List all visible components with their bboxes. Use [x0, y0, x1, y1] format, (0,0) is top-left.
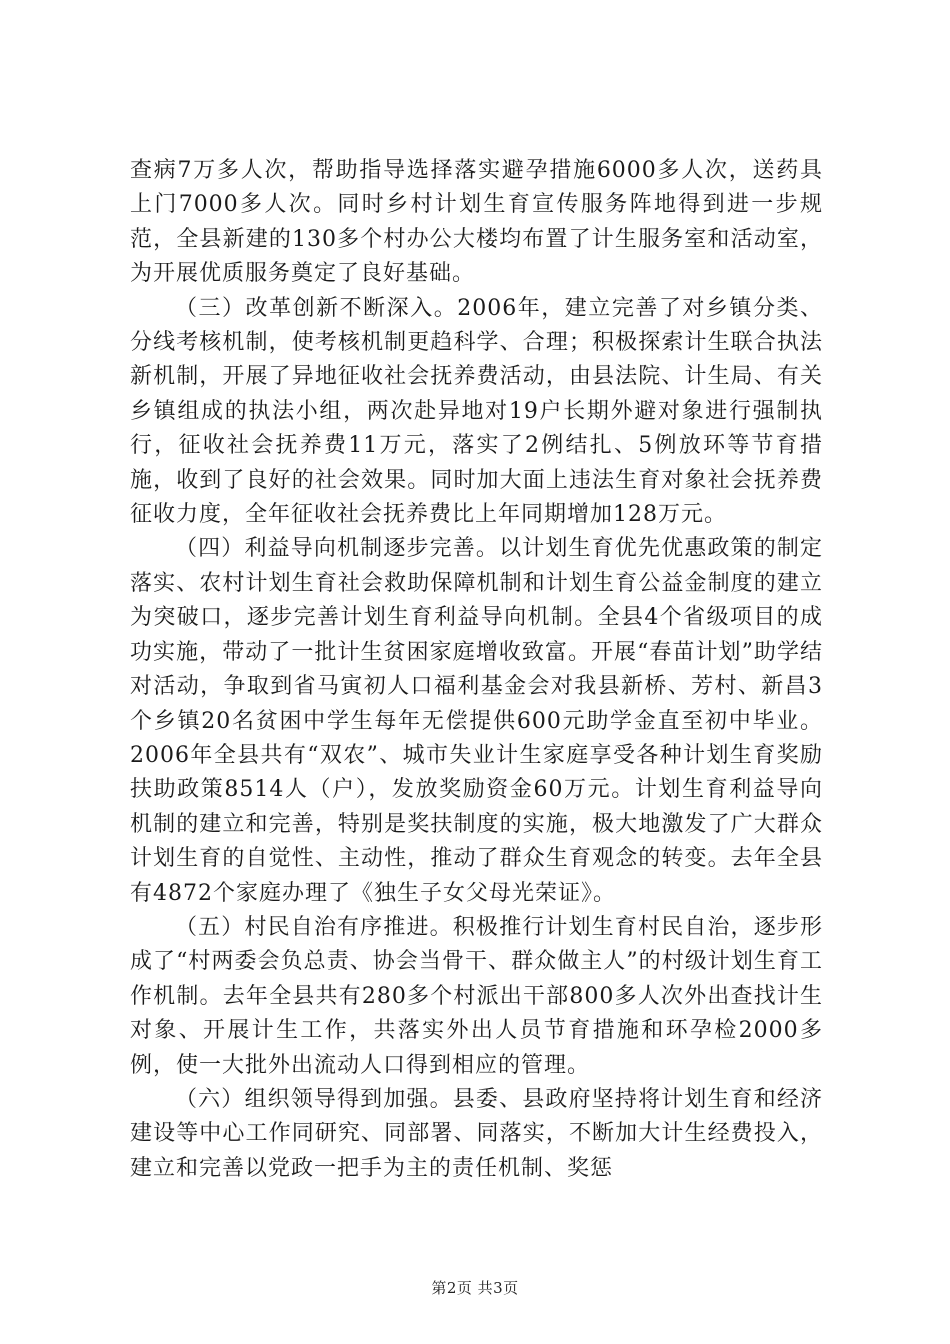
- paragraph-villager-autonomy: （五）村民自治有序推进。积极推行计划生育村民自治，逐步形成了“村两委会负总责、协会当骨干、群众做主人”的村级计划生育工作机制。去年全县共有280多个村派出干部800多人次外出查找计生对象、开展计生工作，共落实外出人员节育措施和环孕检2000多例，使一大批外出流动人口得到相应的管理。: [130, 914, 823, 1078]
- paragraph-reform-innovation: （三）改革创新不断深入。2006年，建立完善了对乡镇分类、分线考核机制，使考核机制更趋科学、合理；积极探索计生联合执法新机制，开展了异地征收社会抚养费活动，由县法院、计生局、有关乡镇组成的执法小组，两次赴异地对19户长期外避对象进行强制执行，征收社会抚养费11万元，落实了2例结扎、5例放环等节育措施，收到了良好的社会效果。同时加大面上违法生育对象社会抚养费征收力度，全年征收社会抚养费比上年同期增加128万元。: [130, 295, 823, 528]
- paragraph-interest-guidance: （四）利益导向机制逐步完善。以计划生育优先优惠政策的制定落实、农村计划生育社会救助保障机制和计划生育公益金制度的建立为突破口，逐步完善计划生育利益导向机制。全县4个省级项目的成功实施，带动了一批计生贫困家庭增收致富。开展“春苗计划”助学结对活动，争取到省马寅初人口福利基金会对我县新桥、芳村、新昌3个乡镇20名贫困中学生每年无偿提供600元助学金直至初中毕业。2006年全县共有“双农”、城市失业计生家庭享受各种计划生育奖励扶助政策8514人（户），发放奖励资金60万元。计划生育利益导向机制的建立和完善，特别是奖扶制度的实施，极大地激发了广大群众计划生育的自觉性、主动性，推动了群众生育观念的转变。去年全县有4872个家庭办理了《独生子女父母光荣证》。: [130, 536, 823, 906]
- document-body: [130, 154, 823, 1186]
- page-number-footer: 第2页 共3页: [431, 1279, 519, 1297]
- paragraph-organization-leadership: （六）组织领导得到加强。县委、县政府坚持将计划生育和经济建设等中心工作同研究、同部署、同落实，不断加大计生经费投入，建立和完善以党政一把手为主的责任机制、奖惩: [130, 1086, 823, 1181]
- paragraph-continuation: 查病7万多人次，帮助指导选择落实避孕措施6000多人次，送药具上门7000多人次。同时乡村计划生育宣传服务阵地得到进一步规范，全县新建的130多个村办公大楼均布置了计生服务室和活动室，为开展优质服务奠定了良好基础。: [130, 158, 823, 287]
